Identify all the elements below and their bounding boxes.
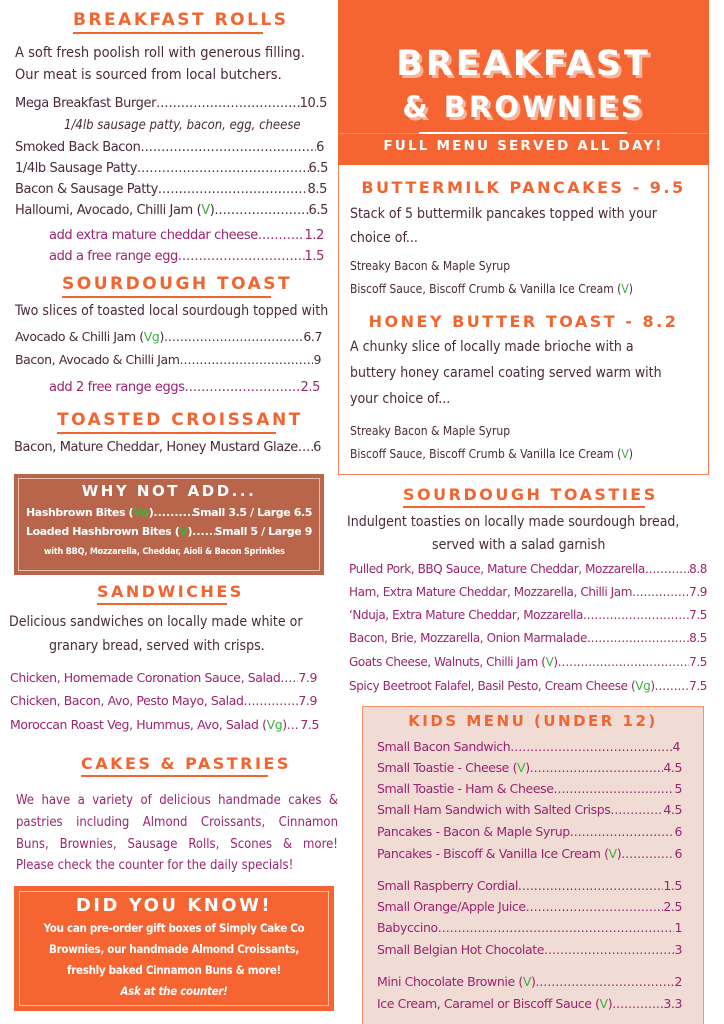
menu-item-coronation-chicken xyxy=(10,670,317,685)
leader-dots xyxy=(610,802,663,817)
item-price: 8.5 xyxy=(307,182,327,197)
item-name: Bacon, Mature Cheddar, Honey Mustard Glaze xyxy=(14,440,298,455)
toasties-description-2: served with a salad garnish xyxy=(432,537,606,553)
leader-dots xyxy=(287,717,301,732)
sourdough-toast-description: Two slices of toasted local sourdough topped with xyxy=(15,303,329,319)
vegan-badge: Vg xyxy=(635,679,651,693)
vegetarian-badge: V xyxy=(179,525,188,538)
leader-dots xyxy=(178,249,305,264)
leader-dots xyxy=(164,329,303,344)
cakes-pastries-line-2: pastries including Almond Croissants, Cinnamon xyxy=(16,815,338,830)
menu-item-bacon-brie xyxy=(349,631,707,645)
item-price: Small 3.5 / Large 6.5 xyxy=(192,506,312,519)
item-name: Bacon & Sausage Patty xyxy=(15,182,158,197)
menu-item-nduja xyxy=(349,608,707,622)
item-name-text: Hashbrown Bites xyxy=(26,506,129,519)
menu-item-croissant xyxy=(14,440,321,455)
item-price: 7.9 xyxy=(689,585,707,599)
item-name: Ham, Extra Mature Cheddar, Mozzarella, Chilli Jam xyxy=(349,585,633,599)
kids-dessert-brownie xyxy=(377,974,682,989)
leader-dots xyxy=(244,693,299,708)
item-name: Hashbrown Bites (Vg) xyxy=(26,506,154,519)
item-name: Small Ham Sandwich with Salted Crisps xyxy=(377,802,611,817)
item-price: 7.9 xyxy=(298,670,317,685)
leader-dots xyxy=(137,161,309,176)
kids-item-pancakes-bacon xyxy=(377,824,682,839)
leader-dots xyxy=(558,655,689,669)
sandwiches-description-2: granary bread, served with crisps. xyxy=(49,638,265,654)
toasted-croissant-heading: TOASTED CROISSANT xyxy=(57,410,276,434)
extra-egg xyxy=(49,249,324,264)
leader-dots xyxy=(156,96,300,111)
pancakes-option-1: Streaky Bacon & Maple Syrup xyxy=(350,259,511,273)
item-name: Loaded Hashbrown Bites (V) xyxy=(26,525,193,538)
item-price: 6 xyxy=(316,140,324,155)
item-price: 6.5 xyxy=(308,203,328,218)
item-price: Small 5 / Large 9 xyxy=(214,525,312,538)
honey-toast-description-3: your choice of... xyxy=(350,391,451,407)
did-you-know-line-1: You can pre-order gift boxes of Simply Cake Co xyxy=(43,921,305,935)
menu-item-mega-breakfast-burger xyxy=(15,96,327,111)
item-price: 7.5 xyxy=(300,717,319,732)
item-name: Pancakes - Bacon & Maple Syrup xyxy=(377,824,570,839)
why-not-add-box xyxy=(14,474,324,575)
leader-dots xyxy=(544,942,674,957)
item-price: 4.5 xyxy=(663,760,682,775)
toasties-description-1: Indulgent toasties on locally made sourdough bread, xyxy=(347,514,680,530)
title-underline xyxy=(419,132,627,134)
leader-dots xyxy=(530,760,664,775)
extra-cheddar xyxy=(49,228,324,243)
leader-dots xyxy=(510,739,672,754)
item-name-text: Small Toastie - Cheese xyxy=(377,760,513,775)
extra-price: 1.2 xyxy=(304,228,324,243)
extra-name: add 2 free range eggs xyxy=(49,380,185,395)
cakes-pastries-line-1: We have a variety of delicious handmade cakes & xyxy=(16,793,338,808)
leader-dots xyxy=(214,203,308,218)
vegan-badge: Vg xyxy=(133,506,149,519)
sourdough-toast-heading: SOURDOUGH TOAST xyxy=(62,274,271,298)
item-price: 8.5 xyxy=(689,631,707,645)
leader-dots xyxy=(645,562,689,576)
item-name: Chicken, Homemade Coronation Sauce, Salad xyxy=(10,670,281,685)
sourdough-toasties-heading: SOURDOUGH TOASTIES xyxy=(403,485,645,508)
item-name: Smoked Back Bacon xyxy=(15,140,141,155)
menu-item-pulled-pork xyxy=(349,562,707,576)
honey-toast-description-2: buttery honey caramel coating served warm with xyxy=(350,365,662,381)
item-name-text: Goats Cheese, Walnuts, Chilli Jam xyxy=(349,655,542,669)
leader-dots xyxy=(298,440,313,455)
leader-dots xyxy=(655,679,689,693)
vegan-badge: Vg xyxy=(143,329,160,344)
item-name: Mega Breakfast Burger xyxy=(15,96,157,111)
kids-item-toastie-ham-cheese xyxy=(377,781,682,796)
leader-dots xyxy=(153,506,192,519)
menu-item-moroccan-roast-veg xyxy=(10,717,319,732)
item-price: 7.5 xyxy=(689,655,707,669)
menu-item-bacon-sausage-patty xyxy=(15,182,327,197)
item-name: Small Toastie - Cheese (V) xyxy=(377,760,530,775)
item-name: Chicken, Bacon, Avo, Pesto Mayo, Salad xyxy=(10,693,244,708)
item-name: Halloumi, Avocado, Chilli Jam (V) xyxy=(15,203,215,218)
buttermilk-pancakes-heading: BUTTERMILK PANCAKES - 9.5 xyxy=(361,178,686,197)
kids-dessert-ice-cream xyxy=(377,996,682,1011)
item-name-text: Spicy Beetroot Falafel, Basil Pesto, Cream Cheese xyxy=(349,679,631,693)
sandwiches-description-1: Delicious sandwiches on locally made white or xyxy=(9,614,303,630)
leader-dots xyxy=(192,525,214,538)
kids-drink-babyccino xyxy=(377,920,682,935)
kids-drink-hot-chocolate xyxy=(377,942,682,957)
honey-toast-option-2: Biscoff Sauce, Biscoff Crumb & Vanilla Ice Cream (V) xyxy=(350,447,633,461)
item-price: 4 xyxy=(672,739,680,754)
pancakes-toast-box xyxy=(338,165,709,475)
item-name-text: Ice Cream, Caramel or Biscoff Sauce xyxy=(377,996,596,1011)
burger-note: 1/4lb sausage patty, bacon, egg, cheese xyxy=(64,118,301,133)
honey-butter-toast-heading: HONEY BUTTER TOAST - 8.2 xyxy=(368,312,679,331)
leader-dots xyxy=(180,352,314,367)
kids-item-ham-sandwich xyxy=(377,802,682,817)
item-price: 2.5 xyxy=(663,899,682,914)
item-price: 6.7 xyxy=(303,329,322,344)
item-price: 3 xyxy=(674,942,682,957)
item-name: Bacon, Avocado & Chilli Jam xyxy=(15,352,180,367)
menu-item-hashbrown-bites xyxy=(26,506,312,519)
extra-price: 1.5 xyxy=(304,249,324,264)
cakes-pastries-line-4: Please check the counter for the daily specials! xyxy=(16,858,294,873)
item-name-text: Pancakes - Biscoff & Vanilla Ice Cream xyxy=(377,846,605,861)
item-name: Goats Cheese, Walnuts, Chilli Jam (V) xyxy=(349,655,558,669)
item-name: Small Raspberry Cordial xyxy=(377,878,518,893)
item-price: 6 xyxy=(674,846,682,861)
item-name: Moroccan Roast Veg, Hummus, Avo, Salad (Vg) xyxy=(10,717,287,732)
kids-item-bacon-sandwich xyxy=(377,739,680,754)
item-price: 8.8 xyxy=(689,562,707,576)
item-name: Small Bacon Sandwich xyxy=(377,739,511,754)
leader-dots xyxy=(583,608,689,622)
leader-dots xyxy=(535,974,674,989)
item-name-text: Avocado & Chilli Jam xyxy=(15,329,140,344)
leader-dots xyxy=(140,140,316,155)
menu-item-ham-cheddar xyxy=(349,585,707,599)
did-you-know-cta: Ask at the counter! xyxy=(120,984,228,998)
item-name: ‘Nduja, Extra Mature Cheddar, Mozzarella xyxy=(349,608,583,622)
did-you-know-box xyxy=(14,886,334,1011)
item-price: 7.5 xyxy=(689,608,707,622)
leader-dots xyxy=(258,228,305,243)
item-price: 1 xyxy=(674,920,682,935)
pancakes-description-2: choice of... xyxy=(350,230,418,246)
sandwiches-heading: SANDWICHES xyxy=(97,582,227,605)
item-price: 6.5 xyxy=(308,161,328,176)
breakfast-rolls-heading: BREAKFAST ROLLS xyxy=(73,10,263,34)
kids-item-toastie-cheese xyxy=(377,760,682,775)
item-name-text: Loaded Hashbrown Bites xyxy=(26,525,175,538)
item-price: 10.5 xyxy=(299,96,327,111)
vegetarian-badge: V xyxy=(522,974,531,989)
kids-menu-box xyxy=(362,706,704,1024)
item-name: Small Orange/Apple Juice xyxy=(377,899,526,914)
vegetarian-badge: V xyxy=(599,996,608,1011)
leader-dots xyxy=(280,670,298,685)
item-name: Small Toastie - Ham & Cheese xyxy=(377,781,554,796)
menu-title-line-2: & BROWNIES xyxy=(402,90,645,124)
item-name-text: Mini Chocolate Brownie xyxy=(377,974,519,989)
vegan-badge: Vg xyxy=(266,717,283,732)
vegetarian-badge: V xyxy=(608,846,617,861)
option-text: Biscoff Sauce, Biscoff Crumb & Vanilla Ice Cream xyxy=(350,282,618,296)
leader-dots xyxy=(526,899,664,914)
item-price: 1.5 xyxy=(663,878,682,893)
vegetarian-badge: V xyxy=(545,655,554,669)
breakfast-rolls-description-1: A soft fresh poolish roll with generous filling. xyxy=(15,45,305,61)
item-name: Avocado & Chilli Jam (Vg) xyxy=(15,329,164,344)
vegetarian-badge: V xyxy=(621,447,629,461)
item-name-text: Moroccan Roast Veg, Hummus, Avo, Salad xyxy=(10,717,263,732)
menu-item-halloumi xyxy=(15,203,328,218)
menu-item-smoked-back-bacon xyxy=(15,140,324,155)
pancakes-option-2: Biscoff Sauce, Biscoff Crumb & Vanilla Ice Cream (V) xyxy=(350,282,633,296)
vegetarian-badge: V xyxy=(517,760,526,775)
item-price: 6 xyxy=(674,824,682,839)
vegetarian-badge: V xyxy=(621,282,629,296)
menu-title-line-1: BREAKFAST xyxy=(396,44,651,84)
item-name: Bacon, Brie, Mozzarella, Onion Marmalade xyxy=(349,631,587,645)
menu-item-sausage-patty xyxy=(15,161,328,176)
loaded-hashbrown-note: with BBQ, Mozzarella, Cheddar, Aioli & Bacon Sprinkles xyxy=(44,547,285,557)
leader-dots xyxy=(518,878,663,893)
leader-dots xyxy=(554,781,675,796)
item-name: Small Belgian Hot Chocolate xyxy=(377,942,545,957)
leader-dots xyxy=(632,585,689,599)
kids-menu-heading: KIDS MENU (UNDER 12) xyxy=(408,712,658,730)
item-price: 3.3 xyxy=(663,996,682,1011)
breakfast-rolls-description-2: Our meat is sourced from local butchers. xyxy=(15,67,282,83)
menu-item-bacon-avocado-chilli-jam xyxy=(15,352,321,367)
leader-dots xyxy=(570,824,675,839)
leader-dots xyxy=(612,996,663,1011)
extra-name: add extra mature cheddar cheese xyxy=(49,228,258,243)
item-name: Spicy Beetroot Falafel, Basil Pesto, Cream Cheese (Vg) xyxy=(349,679,655,693)
item-name-text: Halloumi, Avocado, Chilli Jam xyxy=(15,203,197,218)
kids-drink-raspberry-cordial xyxy=(377,878,682,893)
leader-dots xyxy=(438,920,675,935)
extra-name: add a free range egg xyxy=(49,249,178,264)
item-price: 9 xyxy=(313,352,321,367)
leader-dots xyxy=(587,631,689,645)
menu-item-goats-cheese xyxy=(349,655,707,669)
leader-dots xyxy=(621,846,674,861)
item-price: 7.9 xyxy=(298,693,317,708)
menu-item-chicken-bacon-avo xyxy=(10,693,317,708)
menu-item-beetroot-falafel xyxy=(349,679,707,693)
item-name: Ice Cream, Caramel or Biscoff Sauce (V) xyxy=(377,996,613,1011)
item-name: Pancakes - Biscoff & Vanilla Ice Cream (V) xyxy=(377,846,622,861)
extra-two-eggs xyxy=(49,380,320,395)
item-price: 4.5 xyxy=(663,802,682,817)
item-price: 7.5 xyxy=(689,679,707,693)
menu-item-loaded-hashbrown-bites xyxy=(26,525,312,538)
did-you-know-line-3: freshly baked Cinnamon Buns & more! xyxy=(67,963,281,977)
did-you-know-heading: DID YOU KNOW! xyxy=(75,895,273,916)
kids-item-pancakes-biscoff xyxy=(377,846,682,861)
pancakes-description-1: Stack of 5 buttermilk pancakes topped with your xyxy=(350,206,657,222)
item-name: Mini Chocolate Brownie (V) xyxy=(377,974,536,989)
why-not-add-heading: WHY NOT ADD... xyxy=(81,482,257,500)
option-text: Biscoff Sauce, Biscoff Crumb & Vanilla Ice Cream xyxy=(350,447,618,461)
item-name: Pulled Pork, BBQ Sauce, Mature Cheddar, Mozzarella xyxy=(349,562,645,576)
leader-dots xyxy=(185,380,301,395)
kids-drink-juice xyxy=(377,899,682,914)
menu-tagline: FULL MENU SERVED ALL DAY! xyxy=(383,138,664,154)
vegetarian-badge: V xyxy=(201,203,210,218)
item-name: Babyccino xyxy=(377,920,438,935)
extra-price: 2.5 xyxy=(300,380,320,395)
did-you-know-line-2: Brownies, our handmade Almond Croissants, xyxy=(49,942,299,956)
item-price: 5 xyxy=(674,781,682,796)
cakes-pastries-heading: CAKES & PASTRIES xyxy=(81,754,268,777)
menu-title-banner xyxy=(338,0,709,165)
menu-item-avocado-chilli-jam xyxy=(15,329,322,344)
honey-toast-description-1: A chunky slice of locally made brioche with a xyxy=(350,339,634,355)
cakes-pastries-line-3: Buns, Brownies, Sausage Rolls, Scones & more! xyxy=(16,837,338,852)
leader-dots xyxy=(158,182,308,197)
honey-toast-option-1: Streaky Bacon & Maple Syrup xyxy=(350,424,511,438)
item-name: 1/4lb Sausage Patty xyxy=(15,161,138,176)
item-price: 2 xyxy=(674,974,682,989)
item-price: 6 xyxy=(313,440,321,455)
